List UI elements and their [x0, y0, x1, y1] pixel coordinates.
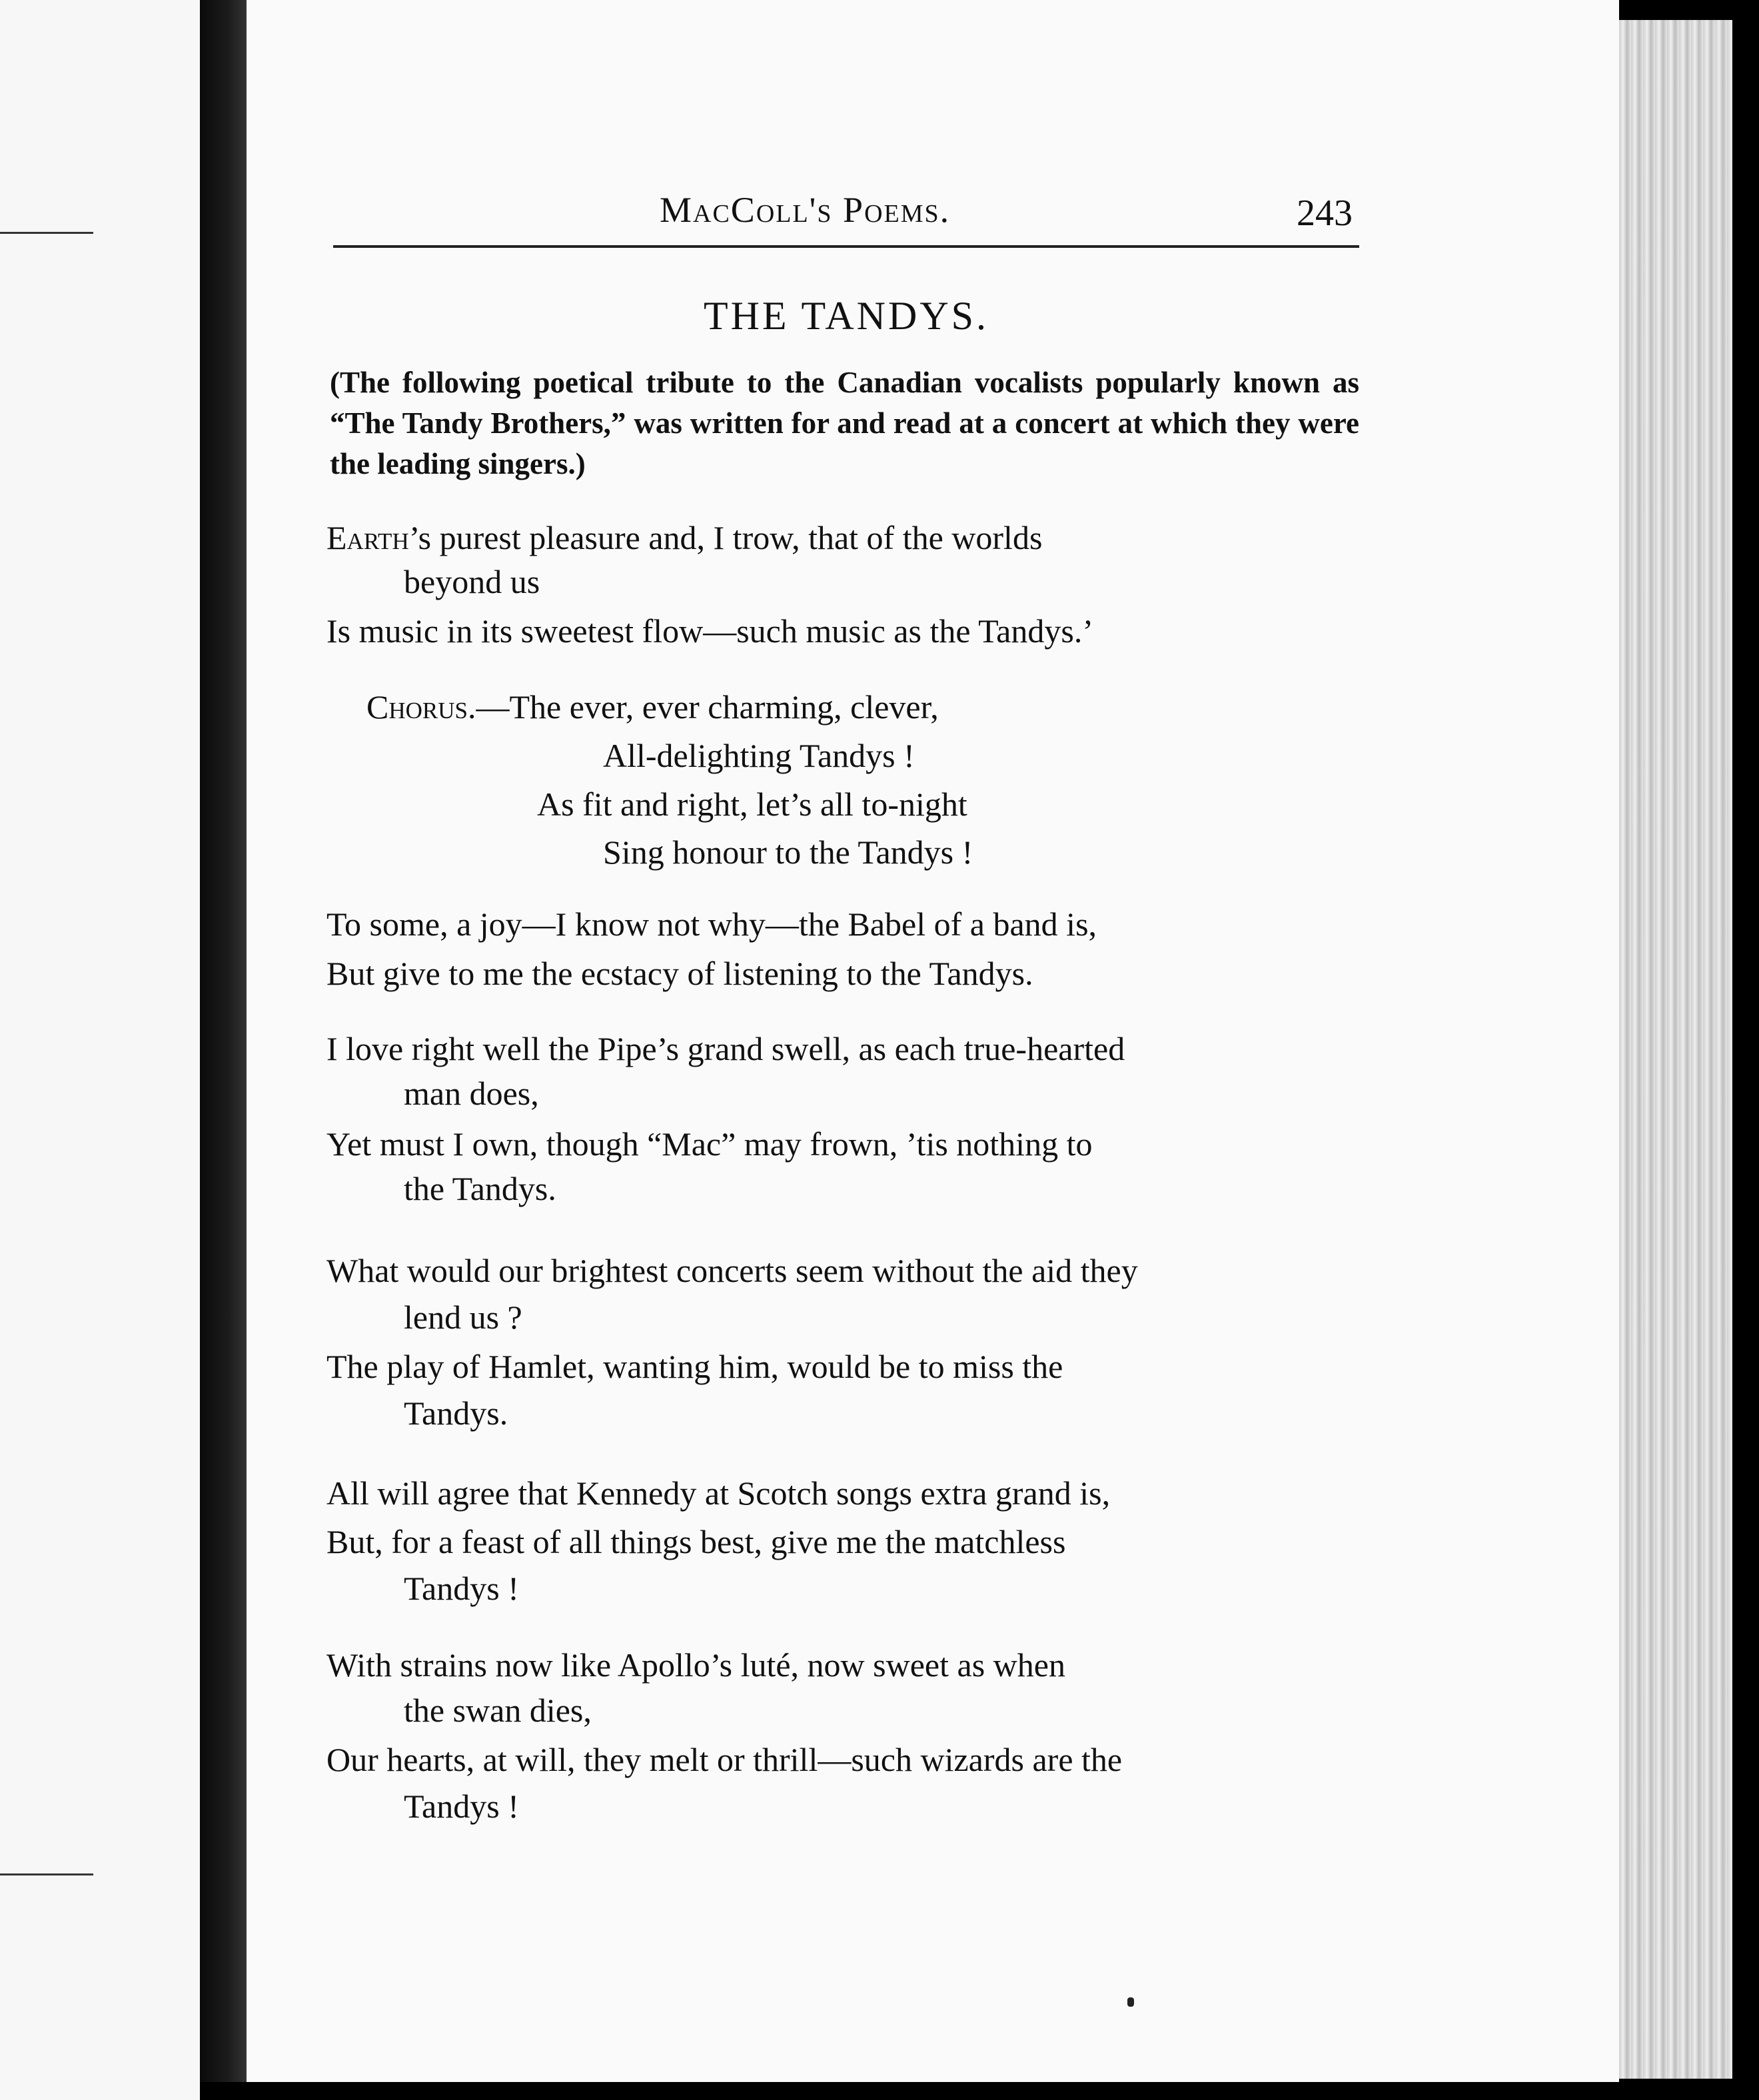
page-edges [1619, 20, 1732, 2079]
verse-line-continuation: beyond us [404, 563, 540, 600]
poem-title: THE TANDYS. [703, 294, 989, 338]
chorus-text: —The ever, ever charming, clever, [476, 688, 939, 726]
chorus-line: As fit and right, let’s all to-night [537, 786, 967, 823]
chorus-line: Sing honour to the Tandys ! [603, 833, 973, 871]
facing-page-rule [0, 1873, 93, 1875]
verse-line: But, for a feast of all things best, give me the matchless [326, 1523, 1066, 1560]
running-head [333, 185, 1359, 248]
verse-line: The play of Hamlet, wanting him, would be to miss the [326, 1348, 1063, 1385]
verse-text: ’s purest pleasure and, I trow, that of the worlds [408, 519, 1043, 556]
verse-line: Yet must I own, though “Mac” may frown, ’tis nothing to [326, 1125, 1093, 1163]
chorus-line [366, 688, 939, 726]
verse-line: I love right well the Pipe’s grand swell, as each true-hearted [326, 1030, 1125, 1067]
book-gutter [200, 0, 247, 2100]
verse-line-continuation: man does, [404, 1075, 539, 1112]
verse-line: But give to me the ecstacy of listening to the Tandys. [326, 955, 1033, 992]
page-number: 243 [1297, 193, 1353, 234]
intro-text: (The following poetical tribute to the Canadian vocalists popularly known as “The Tandy Brothers,” was written for and read at a concert at which they were the leading singers.) [330, 366, 1359, 480]
verse-line-continuation: Tandys ! [404, 1788, 519, 1825]
verse-line: Our hearts, at will, they melt or thrill—such wizards are the [326, 1741, 1123, 1778]
verse-line-continuation: lend us ? [404, 1299, 522, 1336]
chorus-line: All-delighting Tandys ! [603, 737, 915, 774]
verse-line [326, 518, 1042, 557]
verse-line-continuation: the swan dies, [404, 1692, 592, 1729]
intro-note [330, 362, 1359, 484]
verse-line: With strains now like Apollo’s luté, now sweet as when [326, 1646, 1065, 1684]
verse-line: To some, a joy—I know not why—the Babel of a band is, [326, 905, 1097, 943]
verse-line-continuation: Tandys. [404, 1394, 508, 1432]
facing-page-rule [0, 232, 93, 234]
verse-line: All will agree that Kennedy at Scotch songs extra grand is, [326, 1474, 1111, 1512]
facing-page [0, 0, 200, 2100]
scan-border [200, 2082, 1759, 2100]
verse-line: Is music in its sweetest flow—such music as the Tandys.’ [326, 612, 1093, 650]
verse-line: What would our brightest concerts seem without the aid they [326, 1252, 1138, 1289]
ink-speck [1127, 1997, 1134, 2007]
verse-line-continuation: Tandys ! [404, 1570, 519, 1607]
running-title: MacColl's Poems. [660, 190, 951, 230]
verse-line-continuation: the Tandys. [404, 1170, 556, 1207]
chorus-label: Chorus. [366, 688, 476, 726]
drop-word: Earth [326, 519, 409, 556]
